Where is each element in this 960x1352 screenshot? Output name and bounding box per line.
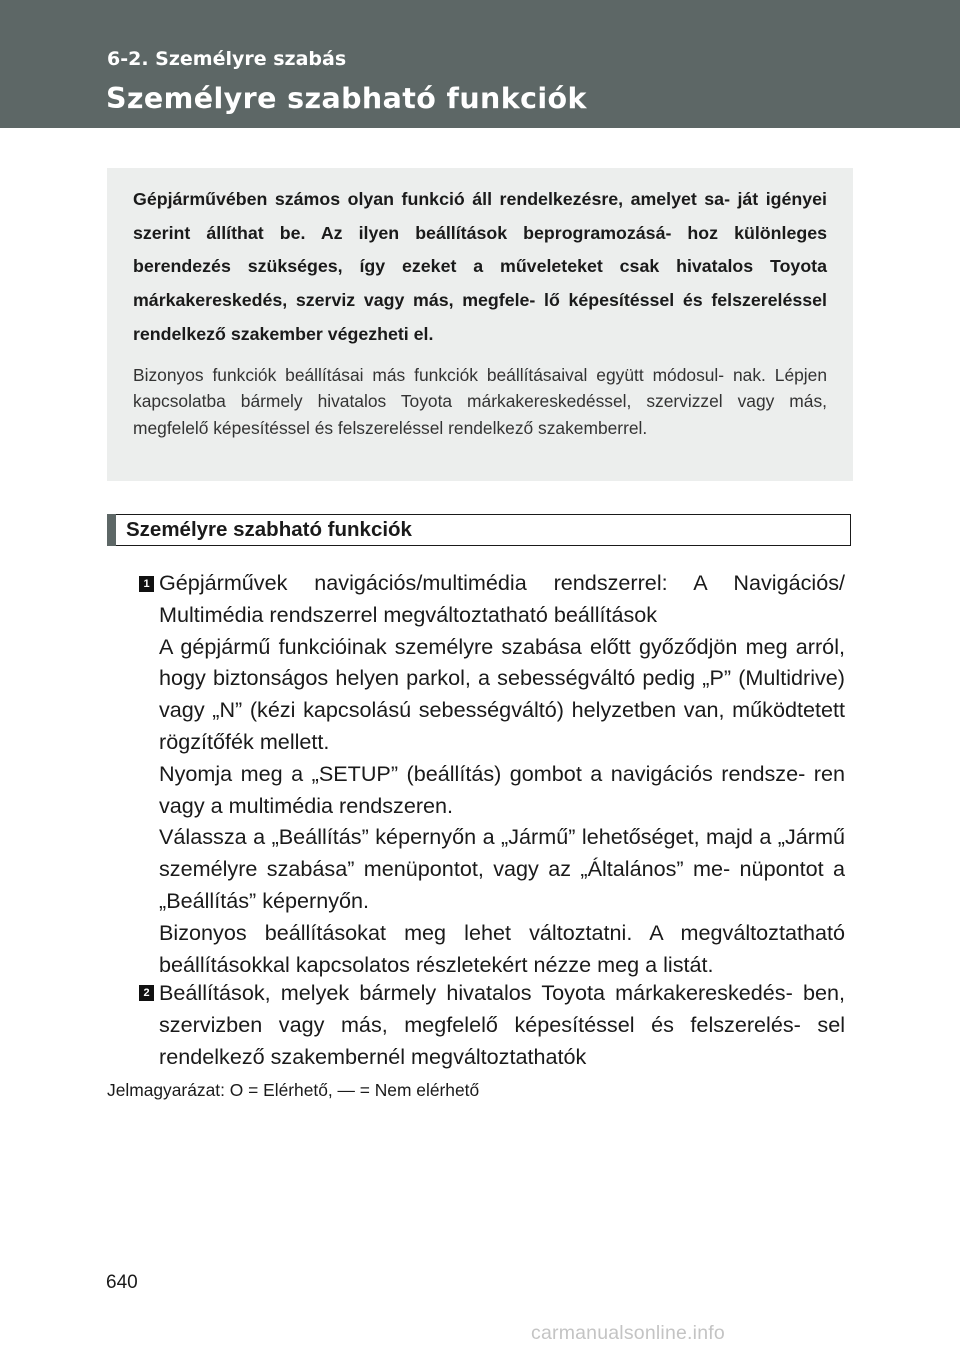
item-1-paragraph: Gépjárművek navigációs/multimédia rendszerrel: A Navigációs/ Multimédia rendszerrel megváltoztatható beállítások [159, 570, 845, 627]
item-1-paragraph: Válassza a „Beállítás” képernyőn a „Jármű” lehetőséget, majd a „Jármű személyre szabása” menüpontot, vagy az „Általános” me- nüpontot a „Beállítás” képernyőn. [159, 824, 845, 913]
item-number-badge: 1 [139, 576, 154, 592]
legend: Jelmagyarázat: O = Elérhető, — = Nem elérhető [107, 1080, 480, 1100]
subheading-box [107, 514, 851, 546]
item-2-paragraph: Beállítások, melyek bármely hivatalos Toyota márkakereskedés- ben, szervizben vagy más, megfelelő képesítéssel és felszerelés- sel rendelkező szakembernél megváltoztathatók [159, 980, 845, 1069]
intro-box [107, 168, 853, 481]
item-number-badge: 2 [139, 985, 154, 1001]
subheading-bar [107, 514, 116, 546]
item-1-paragraph: Nyomja meg a „SETUP” (beállítás) gombot a navigációs rendsze- ren vagy a multimédia rendszeren. [159, 760, 845, 818]
list-item-2 [159, 977, 845, 1072]
section-label: 6-2. Személyre szabás [107, 48, 347, 70]
page-title: Személyre szabható funkciók [106, 82, 587, 115]
watermark: carmanualsonline.info [531, 1322, 725, 1344]
item-1-paragraph: Bizonyos beállításokat meg lehet változtatni. A megváltoztatható beállításokkal kapcsolatos részletekért nézze meg a listát. [159, 919, 845, 977]
list-item-1 [159, 567, 845, 980]
intro-normal-text: Bizonyos funkciók beállításai más funkciók beállításaival együtt módosul- nak. Lépjen kapcsolatba bármely hivatalos Toyota márkakereskedéssel, szervizzel vagy más, megfelelő képesítéssel és felszereléssel rendelkező szakemberrel. [133, 364, 827, 438]
item-1-paragraph: A gépjármű funkcióinak személyre szabása előtt győződjön meg arról, hogy biztonságos helyen parkol, a sebességváltó pedig „P” (Multidrive) vagy „N” (kézi kapcsolású sebességváltó) helyzetben van, működtetett rögzítőfék mellett. [159, 633, 845, 754]
subheading: Személyre szabható funkciók [126, 518, 412, 541]
page-number: 640 [106, 1272, 138, 1293]
intro-bold-text: Gépjárművében számos olyan funkció áll rendelkezésre, amelyet sa- ját igényei szerint állíthat be. Az ilyen beállítások beprogramozásá- hoz különleges berendezés szükséges, így ezeket a műveleteket csak hivatalos Toyota márkakereskedés, szerviz vagy más, megfele- lő képesítéssel és felszereléssel rendelkező szakember végezheti el. [133, 189, 827, 344]
chapter-header [0, 0, 960, 128]
